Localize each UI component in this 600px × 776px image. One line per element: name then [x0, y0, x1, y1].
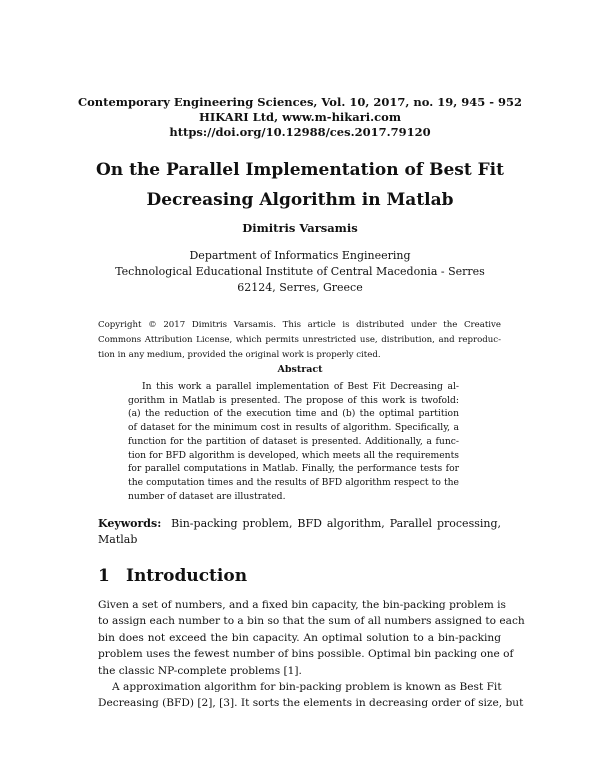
abstract-body	[128, 380, 459, 503]
section-number: 1	[98, 566, 110, 586]
abstract-line: tion for BFD algorithm is developed, which meets all the requirements	[128, 449, 459, 461]
body-line: to assign each number to a bin so that the sum of all numbers assigned to each	[98, 615, 525, 628]
abstract-line: for parallel computations in Matlab. Finally, the performance tests for	[128, 463, 459, 475]
copyright-notice	[98, 318, 501, 363]
copyright-line: Commons Attribution License, which permits unrestricted use, distribution, and reproduc-	[98, 335, 501, 345]
keywords-line: Matlab	[98, 533, 138, 546]
affiliation	[0, 248, 600, 296]
doi-link[interactable]: https://doi.org/10.12988/ces.2017.79120	[169, 125, 431, 139]
body-text	[98, 597, 525, 712]
journal-citation: Contemporary Engineering Sciences, Vol. 10, 2017, no. 19, 945 - 952	[77, 95, 523, 109]
abstract-line: number of dataset are illustrated.	[128, 490, 286, 502]
abstract-heading: Abstract	[277, 364, 323, 375]
paper-title	[0, 155, 600, 215]
body-line: the classic NP-complete problems [1].	[98, 664, 302, 677]
copyright-line: Copyright © 2017 Dimitris Varsamis. This article is distributed under the Creative	[98, 320, 501, 330]
title-line: Decreasing Algorithm in Matlab	[146, 190, 454, 210]
author-name: Dimitris Varsamis	[242, 221, 358, 235]
abstract-line: the computation times and the results of BFD algorithm respect to the	[128, 476, 459, 488]
abstract-line: function for the partition of dataset is presented. Additionally, a func-	[128, 435, 459, 447]
copyright-line: tion in any medium, provided the original work is properly cited.	[98, 350, 381, 360]
keywords-list: Bin-packing problem, BFD algorithm, Parallel processing,	[171, 517, 501, 530]
abstract-line: (a) the reduction of the execution time and (b) the optimal partition	[128, 408, 459, 420]
affiliation-line: Technological Educational Institute of Central Macedonia - Serres	[115, 265, 485, 278]
affiliation-line: 62124, Serres, Greece	[237, 281, 363, 294]
section-title: Introduction	[126, 566, 248, 586]
section-heading	[98, 566, 247, 586]
body-line: Decreasing (BFD) [2], [3]. It sorts the elements in decreasing order of size, but	[98, 697, 524, 710]
body-line: problem uses the fewest number of bins possible. Optimal bin packing one of	[98, 648, 514, 661]
abstract-line: of dataset for the minimum cost in results of algorithm. Specifically, a	[128, 422, 459, 434]
abstract-line: In this work a parallel implementation of Best Fit Decreasing al-	[142, 381, 459, 392]
abstract-line: gorithm in Matlab is presented. The propose of this work is twofold:	[128, 394, 459, 406]
title-line: On the Parallel Implementation of Best Fit	[96, 160, 504, 180]
body-line: Given a set of numbers, and a fixed bin capacity, the bin-packing problem is	[98, 599, 506, 611]
keywords	[98, 516, 501, 548]
publisher-line: HIKARI Ltd, www.m-hikari.com	[199, 110, 401, 124]
affiliation-line: Department of Informatics Engineering	[189, 249, 411, 262]
keywords-line	[98, 516, 501, 532]
body-line: bin does not exceed the bin capacity. An optimal solution to a bin-packing	[98, 631, 501, 644]
keywords-label: Keywords:	[98, 517, 162, 530]
body-line: A approximation algorithm for bin-packing problem is known as Best Fit	[112, 681, 502, 694]
